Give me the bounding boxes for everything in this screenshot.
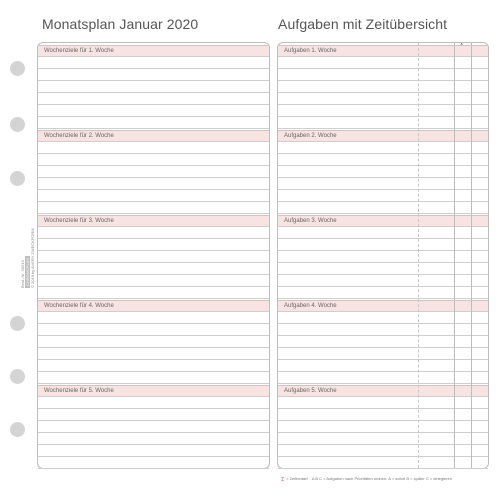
month-plan-title: Monatsplan Januar 2020 — [42, 16, 199, 32]
imprint-line-2: CHRONOPLAN — [25, 257, 30, 286]
goals-writing-line[interactable] — [38, 263, 269, 275]
tasks-writing-line[interactable] — [278, 275, 488, 287]
task-column-divider — [418, 43, 419, 468]
tasks-writing-line[interactable] — [278, 287, 488, 299]
tasks-writing-line[interactable] — [278, 251, 488, 263]
tasks-week-header — [278, 300, 488, 312]
time-legend: = Zeitbedarf — [286, 476, 308, 482]
tasks-writing-line[interactable] — [278, 312, 488, 324]
tasks-writing-line[interactable] — [278, 348, 488, 360]
tasks-writing-line[interactable] — [278, 421, 488, 433]
goals-writing-line[interactable] — [38, 57, 269, 69]
tasks-writing-line[interactable] — [278, 69, 488, 81]
tasks-writing-line[interactable] — [278, 178, 488, 190]
tasks-writing-line[interactable] — [278, 239, 488, 251]
tasks-writing-line[interactable] — [278, 409, 488, 421]
goals-writing-line[interactable] — [38, 154, 269, 166]
tasks-week-label: Aufgaben 3. Woche — [284, 218, 337, 224]
goals-writing-line[interactable] — [38, 445, 269, 457]
goals-writing-line[interactable] — [38, 202, 269, 214]
tasks-writing-line[interactable] — [278, 190, 488, 202]
tasks-writing-line[interactable] — [278, 202, 488, 214]
goals-writing-line[interactable] — [38, 433, 269, 445]
goals-writing-line[interactable] — [38, 166, 269, 178]
tasks-week-label: Aufgaben 2. Woche — [284, 133, 337, 139]
goals-writing-line[interactable] — [38, 336, 269, 348]
goals-writing-line[interactable] — [38, 275, 269, 287]
goals-writing-line[interactable] — [38, 178, 269, 190]
tasks-week-label: Aufgaben 1. Woche — [284, 48, 337, 54]
hourglass-legend-icon — [280, 476, 285, 482]
goals-week-label: Wochenziele für 2. Woche — [44, 133, 114, 139]
priority-prefix: A B C — [311, 476, 323, 482]
goals-week-header — [38, 45, 269, 57]
goals-week-header — [38, 215, 269, 227]
goals-writing-line[interactable] — [38, 360, 269, 372]
goals-writing-line[interactable] — [38, 142, 269, 154]
tasks-week-header — [278, 45, 488, 57]
tasks-writing-line[interactable] — [278, 81, 488, 93]
tasks-writing-line[interactable] — [278, 433, 488, 445]
goals-week-header — [38, 130, 269, 142]
goals-writing-line[interactable] — [38, 312, 269, 324]
binder-hole — [10, 171, 25, 186]
tasks-writing-line[interactable] — [278, 336, 488, 348]
imprint-line-1: Best.-Nr. 50510 — [20, 260, 25, 288]
tasks-writing-line[interactable] — [278, 227, 488, 239]
tasks-writing-line[interactable] — [278, 263, 488, 275]
goals-writing-line[interactable] — [38, 348, 269, 360]
goals-writing-line[interactable] — [38, 69, 269, 81]
goals-writing-line[interactable] — [38, 105, 269, 117]
tasks-week-label: Aufgaben 5. Woche — [284, 388, 337, 394]
goals-writing-line[interactable] — [38, 251, 269, 263]
binder-hole — [10, 422, 25, 437]
weekly-goals-panel — [37, 42, 270, 469]
imprint-text — [20, 228, 35, 288]
tasks-writing-line[interactable] — [278, 372, 488, 384]
tasks-week-label: Aufgaben 4. Woche — [284, 303, 337, 309]
goals-writing-line[interactable] — [38, 81, 269, 93]
goals-writing-line[interactable] — [38, 457, 269, 469]
goals-writing-line[interactable] — [38, 421, 269, 433]
task-column-divider — [454, 43, 455, 468]
tasks-writing-line[interactable] — [278, 154, 488, 166]
goals-writing-line[interactable] — [38, 190, 269, 202]
goals-week-label: Wochenziele für 4. Woche — [44, 303, 114, 309]
binder-hole — [10, 316, 25, 331]
goals-week-header — [38, 300, 269, 312]
tasks-writing-line[interactable] — [278, 117, 488, 129]
tasks-writing-line[interactable] — [278, 445, 488, 457]
goals-week-label: Wochenziele für 1. Woche — [44, 48, 114, 54]
tasks-writing-line[interactable] — [278, 105, 488, 117]
tasks-writing-line[interactable] — [278, 360, 488, 372]
tasks-week-header — [278, 385, 488, 397]
binder-hole — [10, 369, 25, 384]
binder-hole — [10, 117, 25, 132]
binder-hole — [10, 61, 25, 76]
goals-writing-line[interactable] — [38, 93, 269, 105]
goals-writing-line[interactable] — [38, 227, 269, 239]
goals-week-header — [38, 385, 269, 397]
tasks-writing-line[interactable] — [278, 166, 488, 178]
task-column-divider — [471, 43, 472, 468]
goals-writing-line[interactable] — [38, 372, 269, 384]
goals-writing-line[interactable] — [38, 239, 269, 251]
tasks-panel — [277, 42, 489, 469]
imprint-line-3: © 2019 by AVERY ZWECKFORM — [30, 228, 35, 288]
goals-writing-line[interactable] — [38, 397, 269, 409]
priority-legend: = Aufgaben nach Prioritäten ordnen: A = sofort B = später C = delegieren — [323, 476, 452, 482]
goals-week-label: Wochenziele für 5. Woche — [44, 388, 114, 394]
tasks-week-header — [278, 215, 488, 227]
goals-writing-line[interactable] — [38, 409, 269, 421]
tasks-week-header — [278, 130, 488, 142]
goals-writing-line[interactable] — [38, 287, 269, 299]
goals-writing-line[interactable] — [38, 117, 269, 129]
tasks-writing-line[interactable] — [278, 142, 488, 154]
tasks-writing-line[interactable] — [278, 324, 488, 336]
tasks-writing-line[interactable] — [278, 397, 488, 409]
goals-writing-line[interactable] — [38, 324, 269, 336]
tasks-title: Aufgaben mit Zeitübersicht — [278, 16, 448, 32]
tasks-writing-line[interactable] — [278, 57, 488, 69]
tasks-writing-line[interactable] — [278, 457, 488, 469]
goals-week-label: Wochenziele für 3. Woche — [44, 218, 114, 224]
tasks-writing-line[interactable] — [278, 93, 488, 105]
legend-footer — [280, 476, 452, 482]
